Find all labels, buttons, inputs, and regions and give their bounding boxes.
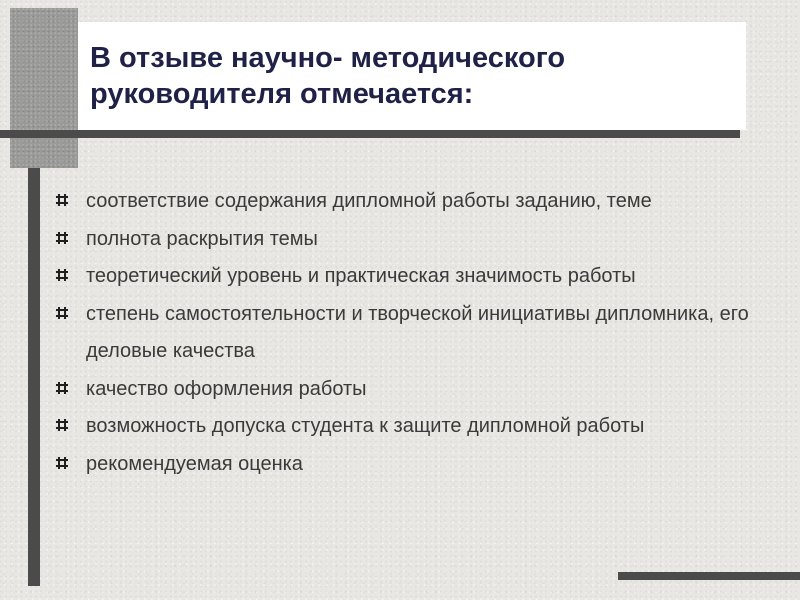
bullet-item (56, 221, 776, 259)
hash-square-icon (56, 232, 68, 244)
slide-title: В отзыве научно- методического руководителя отмечается: (90, 42, 566, 110)
bullet-list (56, 183, 776, 483)
bullet-text: теоретический уровень и практическая значимость работы (86, 265, 636, 287)
title-box (78, 22, 746, 130)
bullet-item (56, 296, 776, 371)
hash-square-icon (56, 194, 68, 206)
decorative-top-bar (0, 130, 740, 138)
bullet-item (56, 183, 776, 221)
hash-square-icon (56, 307, 68, 319)
decorative-left-bar (28, 168, 40, 586)
bullet-item (56, 371, 776, 409)
bullet-text: степень самостоятельности и творческой инициативы дипломника, его деловые качества (86, 302, 749, 362)
bullet-item (56, 446, 776, 484)
bullet-text: рекомендуемая оценка (86, 452, 303, 475)
bullet-item (56, 408, 776, 446)
hash-square-icon (56, 419, 68, 431)
bullet-item (56, 258, 776, 296)
bullet-text: полнота раскрытия темы (86, 227, 318, 250)
hash-square-icon (56, 269, 68, 281)
hash-square-icon (56, 457, 68, 469)
bullet-text: качество оформления работы (86, 377, 367, 400)
bullet-text: возможность допуска студента к защите дипломной работы (86, 415, 645, 437)
bullet-text: соответствие содержания дипломной работы заданию, теме (86, 190, 652, 212)
hash-square-icon (56, 382, 68, 394)
decorative-square (10, 8, 78, 168)
decorative-bottom-bar (618, 572, 800, 580)
